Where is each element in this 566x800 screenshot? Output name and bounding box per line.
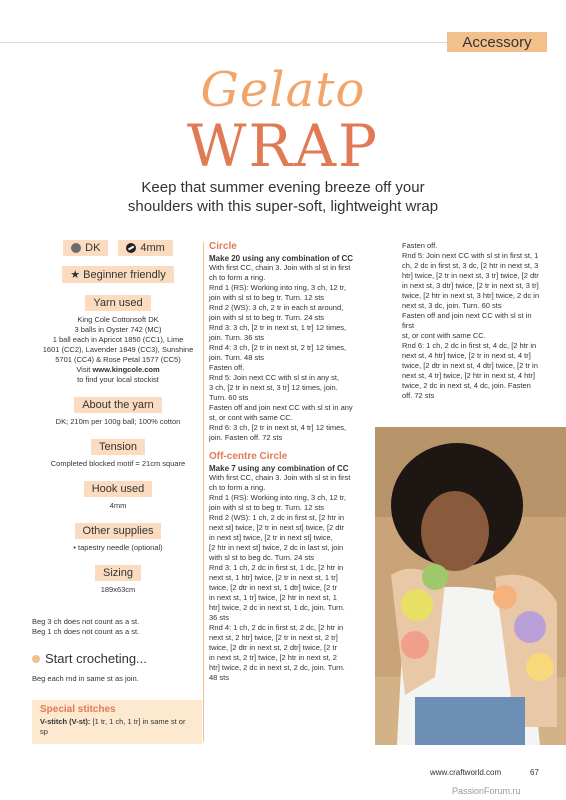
- sizing-section: [32, 565, 204, 595]
- yarn-section: [32, 295, 204, 385]
- yarn-line: 1601 (CC2), Lavender 1849 (CC3), Sunshine: [42, 345, 194, 354]
- instruction-line: next st, 4 htr] twice, [2 tr in next st, 4 tr]: [402, 351, 531, 360]
- yarn-line: 5701 (CC4) & Rose Petal 1577 (CC5): [55, 355, 181, 364]
- note-line: Beg 1 ch does not count as a st.: [32, 627, 140, 636]
- special-definition: [1 tr, 1 ch, 1 tr] in same st or sp: [40, 717, 186, 736]
- instruction-line: With first CC, chain 3. Join with sl st in first: [209, 473, 351, 482]
- yarn-line: 1 ball each in Apricot 1850 (CC1), Lime: [52, 335, 184, 344]
- visit-prefix: Visit: [76, 365, 93, 374]
- instruction-line: Fasten off and join next CC with sl st in any: [209, 403, 353, 412]
- instruction-line: 36 sts: [209, 613, 230, 622]
- instruction-line: Fasten off.: [402, 241, 438, 250]
- hook-stat: [118, 240, 172, 256]
- title-line2: WRAP: [186, 112, 380, 180]
- instruction-line: twice, [2 dtr in next st, 4 dtr] twice, [2 tr in: [402, 361, 538, 370]
- hook-label: Hook used: [84, 481, 153, 497]
- footer-url: www.craftworld.com: [430, 768, 502, 777]
- star-icon: ★: [70, 269, 84, 281]
- circle-instructions: [209, 263, 397, 443]
- about-yarn-label: About the yarn: [74, 397, 162, 413]
- instruction-line: Fasten off.: [209, 363, 245, 372]
- start-text: Beg each rnd in same st as join.: [32, 674, 139, 683]
- about-yarn-text: DK; 210m per 100g ball; 100% cotton: [55, 417, 181, 426]
- offcentre-subheading: Make 7 using any combination of CC: [209, 464, 349, 473]
- tension-section: [32, 439, 204, 469]
- instruction-line: htr] twice, 2 dc in next st, 2 dc, join. Turn.: [209, 663, 345, 672]
- level-badge: [62, 266, 173, 283]
- instruction-line: Fasten off and join next CC with sl st in first: [402, 311, 532, 330]
- instruction-line: next st, 3 dc, join. Turn. 60 sts: [402, 301, 502, 310]
- instruction-line: twice, [2 dtr in next st, 2 dtr] twice, [2 tr: [209, 643, 337, 652]
- instruction-line: in next st] twice, [2 tr in next st] twice,: [209, 533, 333, 542]
- instruction-line: Rnd 2 (WS): 3 ch, 2 tr in each st around,: [209, 303, 344, 312]
- weight-stat: [63, 240, 108, 256]
- model-photo: [375, 427, 566, 745]
- supplies-section: [32, 523, 204, 553]
- hook-value: 4mm: [140, 242, 165, 254]
- about-yarn-section: [32, 397, 204, 427]
- header-rule: [0, 42, 448, 43]
- instruction-line: Rnd 3: 1 ch, 2 dc in first st, 1 dc, [2 htr in: [209, 563, 344, 572]
- instruction-line: ch to form a ring.: [209, 483, 266, 492]
- offcentre-instructions: [209, 473, 397, 683]
- page-number: 67: [530, 768, 539, 777]
- hook-text: 4mm: [109, 501, 127, 510]
- level-value: Beginner friendly: [83, 269, 166, 281]
- instruction-line: with sl st to beg dc. Turn. 24 sts: [209, 553, 315, 562]
- instruction-line: join. Fasten off. 72 sts: [209, 433, 283, 442]
- instruction-line: With first CC, chain 3. Join with sl st in first: [209, 263, 351, 272]
- instruction-line: twice, 2 dc in next st, 4 dc, join. Fasten: [402, 381, 531, 390]
- start-heading: [32, 651, 204, 666]
- stockist-link[interactable]: www.kingcole.com: [92, 365, 160, 374]
- continued-instructions: [402, 241, 542, 401]
- instruction-line: htr] twice, [2 tr in next st, 3 tr] twice, [2 dtr: [402, 271, 539, 280]
- special-text: [40, 717, 194, 737]
- instruction-line: off. 72 sts: [402, 391, 435, 400]
- instruction-line: Rnd 6: 1 ch, 2 dc in first st, 4 dc, [2 htr in: [402, 341, 537, 350]
- title-line1: Gelato: [200, 62, 366, 118]
- instruction-line: Rnd 1 (RS): Working into ring, 3 ch, 12 tr,: [209, 283, 347, 292]
- instruction-line: Rnd 2 (WS): 1 ch, 2 dc in first st, [2 htr in: [209, 513, 345, 522]
- note-line: Beg 3 ch does not count as a st.: [32, 617, 140, 626]
- instruction-line: Rnd 4: 1 ch, 2 dc in first st, 2 dc, [2 htr in: [209, 623, 344, 632]
- instruction-line: join with sl st to beg tr. Turn. 12 sts: [209, 503, 325, 512]
- instruction-line: next st, 2 htr] twice, [2 tr in next st, 2 tr]: [209, 633, 338, 642]
- instruction-line: join. Turn. 36 sts: [209, 333, 265, 342]
- hook-section: [32, 481, 204, 511]
- visit-suffix: to find your local stockist: [77, 375, 159, 384]
- supplies-text: • tapestry needle (optional): [73, 543, 163, 552]
- instruction-line: ch, 2 dc in first st, 3 dc, [2 htr in next st, 3: [402, 261, 539, 270]
- yarn-line: 3 balls in Oyster 742 (MC): [74, 325, 162, 334]
- yarn-label: Yarn used: [85, 295, 150, 311]
- yarn-stats: [32, 240, 204, 256]
- instruction-line: Rnd 4: 3 ch, [2 tr in next st, 2 tr] 12 times,: [209, 343, 347, 352]
- notes: [32, 617, 204, 637]
- instruction-line: htr] twice, 2 dc in next st, 1 dc, join. Turn.: [209, 603, 345, 612]
- continued-column: [402, 241, 542, 401]
- hook-icon: [126, 243, 136, 253]
- instruction-line: st, or cont with same CC.: [209, 413, 293, 422]
- tension-text: Completed blocked motif = 21cm square: [50, 459, 186, 468]
- supplies-label: Other supplies: [75, 523, 162, 539]
- start-label: Start crocheting...: [45, 651, 147, 666]
- offcentre-heading: Off-centre Circle: [209, 451, 288, 462]
- instruction-line: join with sl st to beg tr. Turn. 12 sts: [209, 293, 325, 302]
- circle-heading: Circle: [209, 241, 237, 252]
- yarn-details: [32, 315, 204, 385]
- circle-subheading: Make 20 using any combination of CC: [209, 254, 354, 263]
- info-column: [32, 234, 204, 684]
- instruction-line: [2 htr in next st] twice, 2 dc in last st, join: [209, 543, 344, 552]
- instruction-line: join. Turn. 48 sts: [209, 353, 265, 362]
- instruction-line: in next st, 1 tr] twice, [2 htr in next st, 1: [209, 593, 337, 602]
- instruction-line: Rnd 5: Join next CC with sl st in any st,: [209, 373, 340, 382]
- instruction-line: next st] twice, [2 tr in next st] twice, [2 dtr: [209, 523, 345, 532]
- instruction-line: next st, 1 htr] twice, [2 tr in next st, 1 tr]: [209, 573, 338, 582]
- pattern-column: [209, 241, 397, 683]
- instruction-line: st, or cont with same CC.: [402, 331, 486, 340]
- weight-value: DK: [85, 242, 101, 254]
- instruction-line: Rnd 6: 3 ch, [2 tr in next st, 4 tr] 12 times,: [209, 423, 347, 432]
- instruction-line: in next st, 2 tr] twice, [2 htr in next st, 2: [209, 653, 337, 662]
- instruction-line: twice, [2 htr in next st, 3 htr] twice, 2 dc in: [402, 291, 540, 300]
- instruction-line: Turn. 60 sts: [209, 393, 249, 402]
- section-tag: Accessory: [447, 32, 547, 52]
- special-stitches-box: [32, 700, 202, 744]
- model-photo-illustration: [375, 427, 566, 745]
- instruction-line: in next st, 3 dtr] twice, [2 tr in next st, 3 tr]: [402, 281, 539, 290]
- instruction-line: Rnd 5: Join next CC with sl st in first st, 1: [402, 251, 539, 260]
- subtitle-line1: Keep that summer evening breeze off your: [141, 179, 425, 196]
- instruction-line: 48 sts: [209, 673, 230, 682]
- special-term: V-stitch (V-st):: [40, 717, 91, 726]
- instruction-line: ch to form a ring.: [209, 273, 266, 282]
- visit-line: [32, 365, 204, 375]
- bullet-dot-icon: [32, 655, 40, 663]
- instruction-line: join with sl st to beg tr. Turn. 24 sts: [209, 313, 325, 322]
- subtitle: [0, 178, 566, 216]
- sizing-label: Sizing: [95, 565, 141, 581]
- tension-label: Tension: [91, 439, 145, 455]
- sizing-text: 189x63cm: [100, 585, 136, 594]
- instruction-line: next st, 4 tr] twice, [2 htr in next st, 4 htr]: [402, 371, 535, 380]
- watermark: PassionForum.ru: [452, 786, 521, 796]
- instruction-line: twice, [2 dtr in next st, 1 dtr] twice, [2 tr: [209, 583, 337, 592]
- subtitle-line2: shoulders with this super-soft, lightweight wrap: [127, 198, 439, 215]
- yarn-ball-icon: [71, 243, 81, 253]
- yarn-line: King Cole Cottonsoft DK: [77, 315, 159, 324]
- special-title: Special stitches: [40, 704, 116, 715]
- instruction-line: Rnd 1 (RS): Working into ring, 3 ch, 12 tr,: [209, 493, 347, 502]
- instruction-line: 3 ch, [2 tr in next st, 3 tr] 12 times, join.: [209, 383, 338, 392]
- instruction-line: Rnd 3: 3 ch, [2 tr in next st, 1 tr] 12 times,: [209, 323, 347, 332]
